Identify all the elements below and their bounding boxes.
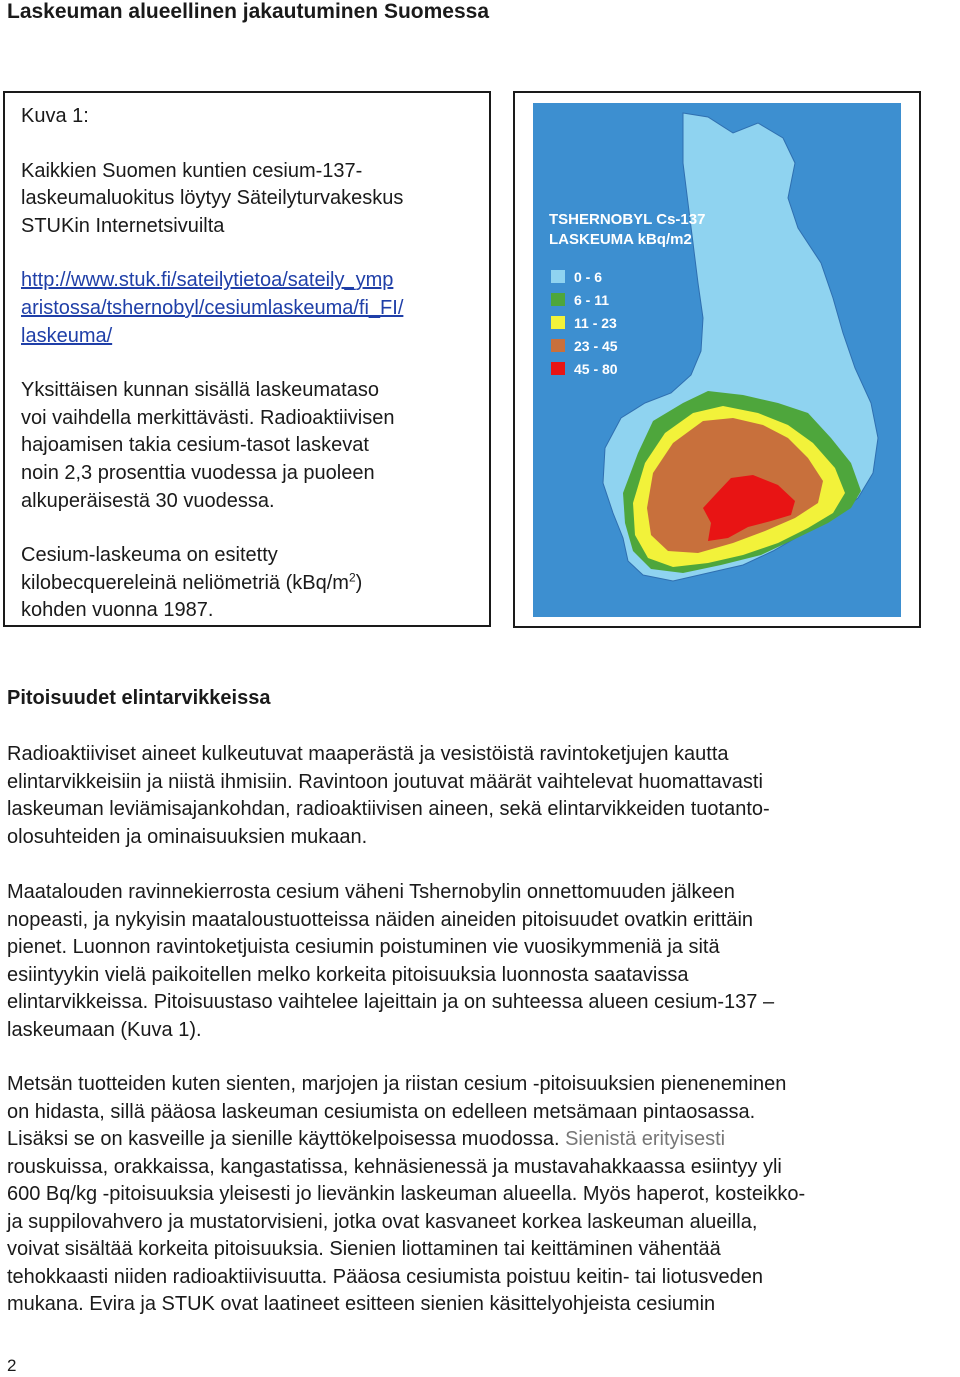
gray-text: Sienistä erityisesti bbox=[565, 1128, 726, 1150]
paragraph-line: elintarvikkeisiin ja niistä ihmisiin. Ravintoon joutuvat määrät vaihtelevat huomattavasti bbox=[7, 770, 763, 793]
figure-caption-box bbox=[3, 91, 491, 627]
paragraph-line: nopeasti, ja nykyisin maataloustuotteissa näiden aineiden pitoisuudet ovatkin erittäin bbox=[7, 908, 754, 931]
legend-label: 6 - 11 bbox=[574, 292, 610, 308]
unit-line: Cesium-laskeuma on esitetty bbox=[21, 544, 278, 567]
paragraph-2 bbox=[7, 879, 953, 1044]
paragraph-line bbox=[7, 1126, 953, 1154]
paragraph-line: Maatalouden ravinnekierrosta cesium väheni Tshernobylin onnettomuuden jälkeen bbox=[7, 881, 735, 903]
page-number: 2 bbox=[7, 1356, 17, 1375]
paragraph-line: on hidasta, sillä pääosa laskeuman cesiumista on edelleen metsämaan pintaosassa. bbox=[7, 1100, 756, 1123]
paragraph-line: ja suppilovahvero ja mustatorvisieni, jotka ovat kasvaneet korkea laskeuman alueilla, bbox=[7, 1210, 758, 1233]
legend-swatch bbox=[551, 316, 565, 329]
stuk-link[interactable]: aristossa/tshernobyl/cesiumlaskeuma/fi_FI/ bbox=[21, 296, 404, 319]
paragraph-line: laskeuman leviämisajankohdan, radioaktiivisen aineen, sekä elintarvikkeiden tuotanto- bbox=[7, 798, 770, 820]
legend-swatch bbox=[551, 293, 565, 306]
figure-caption-label: Kuva 1: bbox=[21, 105, 89, 127]
legend-label: 0 - 6 bbox=[574, 269, 603, 285]
paragraph-1 bbox=[7, 741, 953, 851]
variation-line: noin 2,3 prosenttia vuodessa ja puoleen bbox=[21, 461, 375, 484]
section-heading: Pitoisuudet elintarvikkeissa bbox=[7, 687, 271, 709]
page-title: Laskeuman alueellinen jakautuminen Suomessa bbox=[7, 0, 490, 23]
legend-swatch bbox=[551, 339, 565, 352]
map-title-line-2: LASKEUMA kBq/m2 bbox=[549, 231, 692, 248]
stuk-link[interactable]: laskeuma/ bbox=[21, 324, 113, 347]
paragraph-3 bbox=[7, 1071, 953, 1319]
paragraph-line: mukana. Evira ja STUK ovat laatineet esitteen sienien käsittelyohjeista cesiumin bbox=[7, 1293, 716, 1315]
unit-line: kohden vuonna 1987. bbox=[21, 599, 214, 622]
legend-label: 45 - 80 bbox=[574, 361, 618, 377]
map-title-line-1: TSHERNOBYL Cs-137 bbox=[549, 211, 706, 228]
paragraph-line: laskeumaan (Kuva 1). bbox=[7, 1018, 202, 1041]
variation-line: hajoamisen takia cesium-tasot laskevat bbox=[21, 434, 369, 457]
paragraph-line: Radioaktiiviset aineet kulkeutuvat maaperästä ja vesistöistä ravintoketjujen kautta bbox=[7, 743, 729, 765]
paragraph-line: olosuhteiden ja ominaisuuksien mukaan. bbox=[7, 825, 368, 848]
legend-label: 11 - 23 bbox=[574, 315, 617, 331]
paragraph-line: elintarvikkeissa. Pitoisuustaso vaihtelee lajeittain ja on suhteessa alueen cesium-137 – bbox=[7, 991, 775, 1013]
variation-line: alkuperäisestä 30 vuodessa. bbox=[21, 489, 275, 512]
paragraph-line: pienet. Luonnon ravintoketjuista cesiumin poistuminen vie vuosikymmeniä ja sitä bbox=[7, 936, 720, 958]
paragraph-text: Lisäksi se on kasveille ja sienille käyttökelpoisessa muodossa. bbox=[7, 1128, 566, 1150]
paragraph-line: esiintyykin vielä paikoitellen melko korkeita pitoisuuksia luonnosta saatavissa bbox=[7, 963, 689, 986]
legend-label: 23 - 45 bbox=[574, 338, 618, 354]
paragraph-line: rouskuissa, orakkaissa, kangastatissa, kehnäsienessä ja mustavahakkaassa esiintyy yli bbox=[7, 1155, 782, 1178]
intro-line: Kaikkien Suomen kuntien cesium-137- bbox=[21, 159, 363, 182]
intro-line: STUKin Internetsivuilta bbox=[21, 214, 225, 237]
paragraph-line: Metsän tuotteiden kuten sienten, marjojen ja riistan cesium -pitoisuuksien pieneneminen bbox=[7, 1073, 787, 1095]
unit-line bbox=[21, 570, 481, 598]
unit-superscript: 2 bbox=[348, 570, 356, 585]
variation-line: voi vaihdella merkittävästi. Radioaktiivisen bbox=[21, 406, 395, 429]
legend-swatch bbox=[551, 270, 565, 283]
stuk-link[interactable]: http://www.stuk.fi/sateilytietoa/sateily_ymp bbox=[21, 269, 394, 292]
paragraph-line: voivat sisältää korkeita pitoisuuksia. Sienien liottaminen tai keittäminen vähentää bbox=[7, 1238, 721, 1260]
paragraph-line: tehokkaasti niiden radioaktiivisuutta. Pääosa cesiumista poistuu keitin- tai liotusveden bbox=[7, 1265, 763, 1288]
unit-text: kilobecquereleinä neliömetriä (kBq/m bbox=[21, 571, 349, 594]
intro-line: laskeumaluokitus löytyy Säteilyturvakeskus bbox=[21, 187, 404, 210]
legend-swatch bbox=[551, 362, 565, 375]
map-figure-box bbox=[513, 91, 921, 628]
paragraph-line: 600 Bq/kg -pitoisuuksia yleisesti jo lievänkin laskeuman alueella. Myös haperot, kosteikko- bbox=[7, 1183, 806, 1205]
finland-cesium-map bbox=[533, 103, 901, 617]
variation-line: Yksittäisen kunnan sisällä laskeumataso bbox=[21, 379, 379, 402]
unit-text-end: ) bbox=[355, 571, 363, 594]
